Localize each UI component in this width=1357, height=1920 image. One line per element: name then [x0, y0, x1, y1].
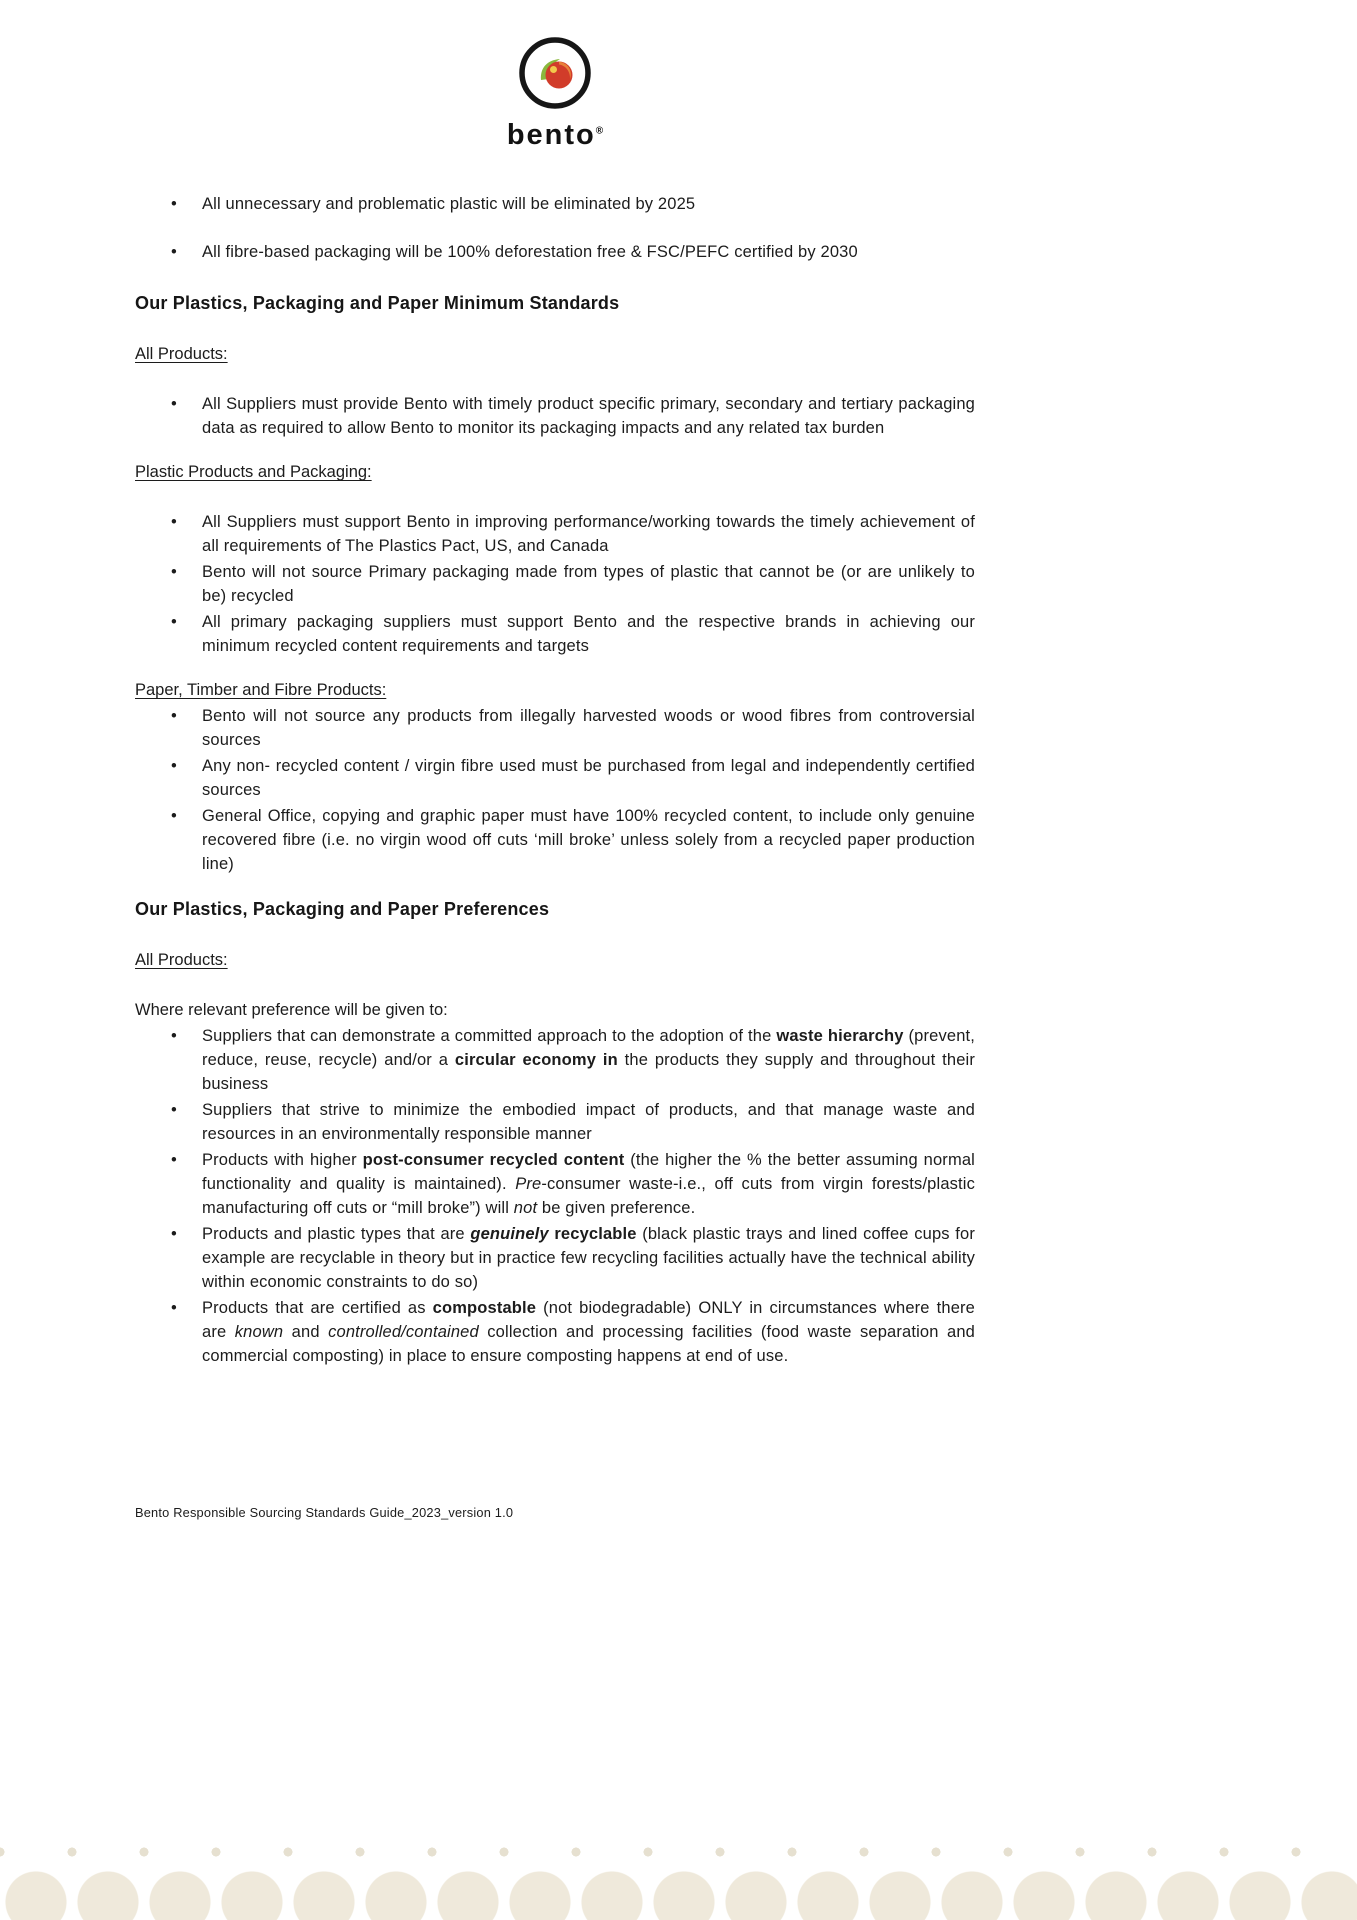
bento-logo-icon — [516, 34, 594, 112]
paper-timber-fibre-bullet-list — [135, 704, 975, 876]
bullet-text: All Suppliers must support Bento in improving performance/working towards the timely achievement of all requirements of The Plastics Pact, US, and Canada — [202, 513, 975, 555]
bullet-item — [135, 804, 975, 876]
bullet-text: General Office, copying and graphic paper must have 100% recycled content, to include only genuine recovered fibre (i.e. no virgin wood off cuts ‘mill broke’ unless solely from a recycled paper production line) — [202, 807, 975, 873]
plastic-products-bullet-list — [135, 510, 975, 658]
logo — [135, 34, 975, 152]
bullet-text: All unnecessary and problematic plastic will be eliminated by 2025 — [202, 195, 696, 213]
bullet-item — [135, 704, 975, 752]
bullet-text: Bento will not source any products from illegally harvested woods or wood fibres from controversial sources — [202, 707, 975, 749]
subheading-all-products: All Products: — [135, 345, 228, 363]
subheading-plastic-products: Plastic Products and Packaging: — [135, 463, 372, 481]
bullet-item — [135, 510, 975, 558]
bullet-item — [135, 754, 975, 802]
bullet-item — [135, 1222, 975, 1294]
brand-text — [135, 119, 975, 152]
logo-dot — [550, 66, 557, 73]
bullet-item — [135, 1296, 975, 1368]
bullet-text: Products and plastic types that are genuinely recyclable (black plastic trays and lined coffee cups for example are recyclable in theory but in practice few recycling facilities actually have the technical ability within economic constraints to do so) — [202, 1225, 975, 1291]
bullet-text: All Suppliers must provide Bento with timely product specific primary, secondary and tertiary packaging data as required to allow Bento to monitor its packaging impacts and any related tax burden — [202, 395, 975, 437]
logo-swirl-blob — [546, 62, 573, 89]
bullet-item — [135, 192, 975, 216]
bullet-item — [135, 1024, 975, 1096]
bullet-text: Products with higher post-consumer recycled content (the higher the % the better assuming normal functionality and quality is maintained). Pre-consumer waste-i.e., off cuts from virgin forests/plastic manufacturing off cuts or “mill broke”) will not be given preference. — [202, 1151, 975, 1217]
bullet-item — [135, 1098, 975, 1146]
subheading-all-products-preferences: All Products: — [135, 951, 228, 969]
all-products-bullet-list — [135, 392, 975, 440]
preferences-lead-text: Where relevant preference will be given to: — [135, 1001, 448, 1019]
bullet-item — [135, 1148, 975, 1220]
section-heading-minimum-standards: Our Plastics, Packaging and Paper Minimum Standards — [135, 293, 620, 313]
bullet-text: All fibre-based packaging will be 100% deforestation free & FSC/PEFC certified by 2030 — [202, 243, 858, 261]
intro-bullet-list — [135, 192, 975, 264]
bullet-text: Bento will not source Primary packaging made from types of plastic that cannot be (or are unlikely to be) recycled — [202, 563, 975, 605]
bullet-item — [135, 610, 975, 658]
preferences-bullet-list — [135, 1024, 975, 1368]
bullet-item — [135, 392, 975, 440]
brand-wordmark: bento — [506, 119, 596, 151]
bullet-item — [135, 240, 975, 264]
registered-trademark-mark: ® — [595, 125, 604, 137]
bullet-text: Products that are certified as compostable (not biodegradable) ONLY in circumstances where there are known and controlled/contained collection and processing facilities (food waste separation and commercial composting) in place to ensure composting happens at end of use. — [202, 1299, 975, 1365]
document-footer: Bento Responsible Sourcing Standards Guide_2023_version 1.0 — [135, 1505, 514, 1520]
decorative-scallop-border — [0, 1840, 1357, 1920]
bullet-text: All primary packaging suppliers must support Bento and the respective brands in achieving our minimum recycled content requirements and targets — [202, 613, 975, 655]
bullet-item — [135, 560, 975, 608]
bullet-text: Suppliers that strive to minimize the embodied impact of products, and that manage waste and resources in an environmentally responsible manner — [202, 1101, 975, 1143]
subheading-paper-timber-fibre: Paper, Timber and Fibre Products: — [135, 681, 387, 699]
bullet-text: Suppliers that can demonstrate a committed approach to the adoption of the waste hierarchy (prevent, reduce, reuse, recycle) and/or a circular economy in the products they supply and throughout their business — [202, 1027, 976, 1093]
bullet-text: Any non- recycled content / virgin fibre used must be purchased from legal and independently certified sources — [202, 757, 975, 799]
section-heading-preferences: Our Plastics, Packaging and Paper Preferences — [135, 899, 550, 919]
document-content-column — [135, 0, 975, 1388]
